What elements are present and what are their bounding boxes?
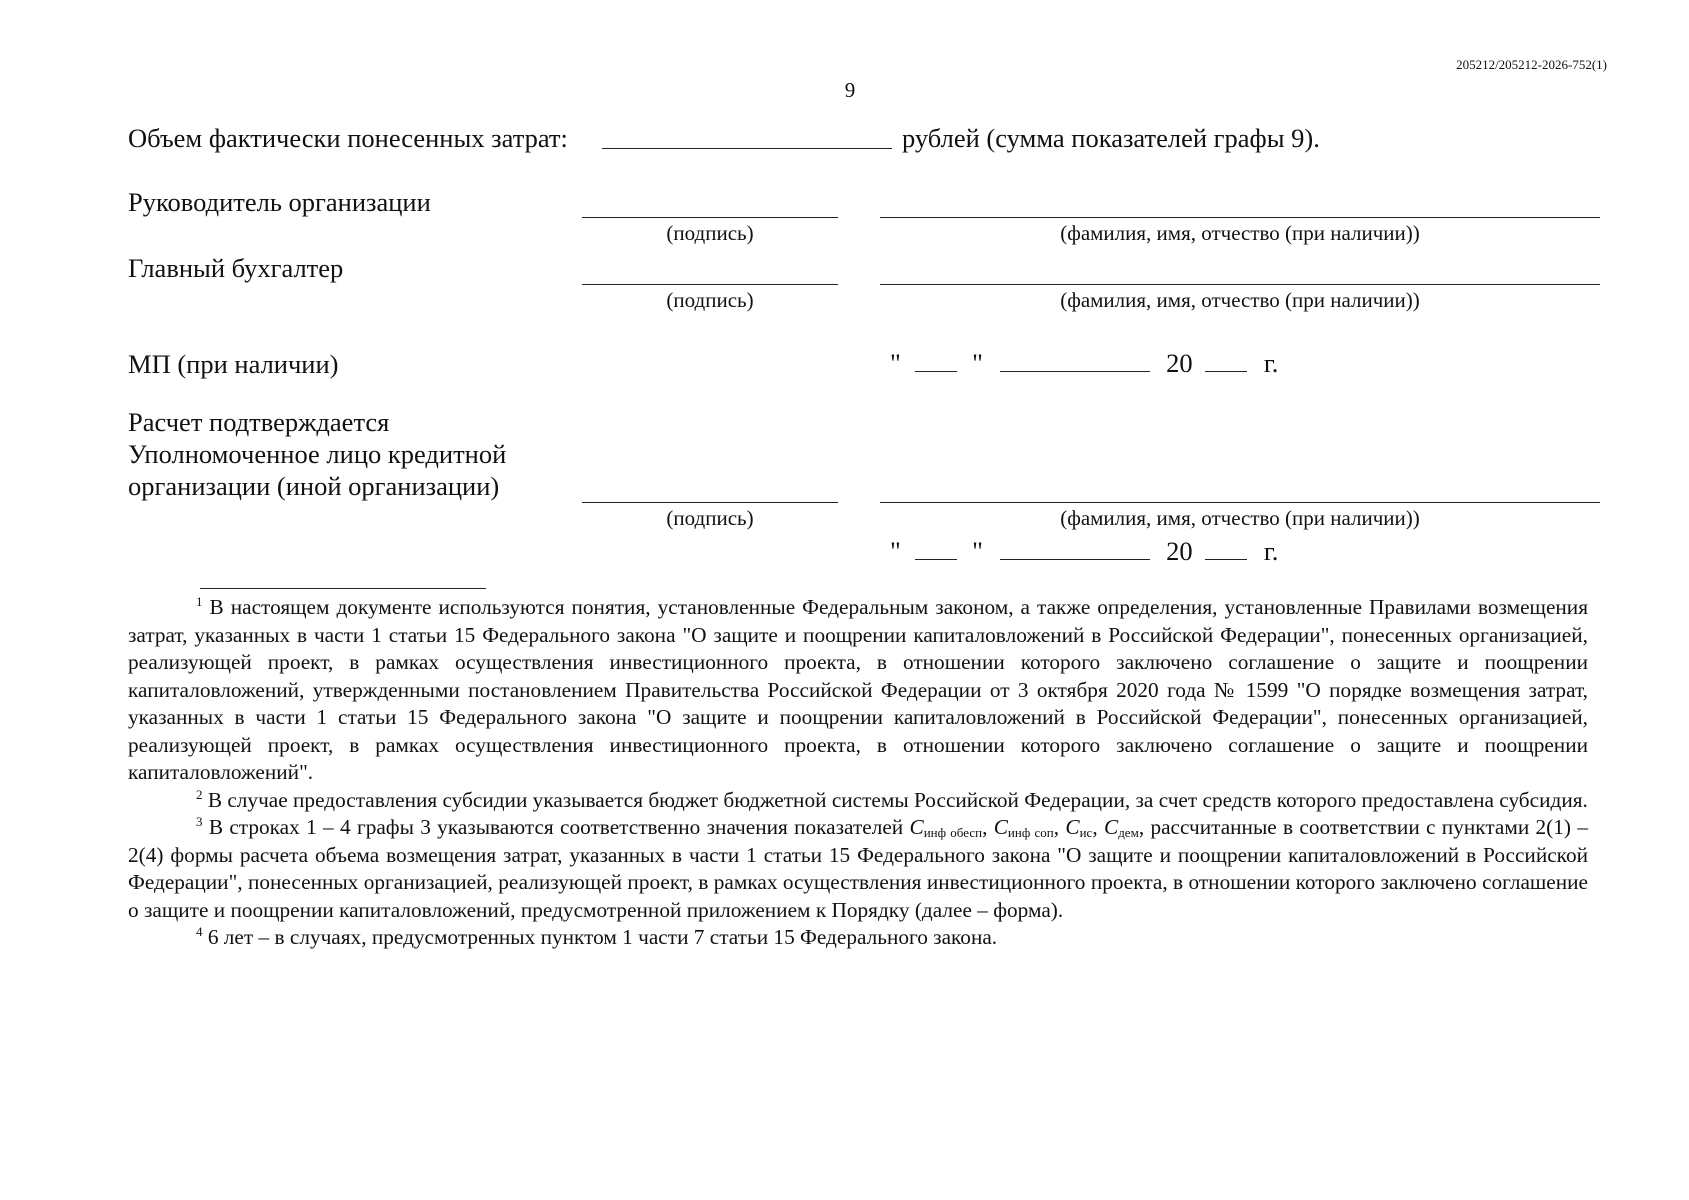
indicator-sub-4: дем <box>1118 825 1139 840</box>
date-year-suffix: г. <box>1263 536 1279 566</box>
footnote-4 <box>128 924 1588 952</box>
footnote-2 <box>128 787 1588 815</box>
date-quote-close: " <box>972 348 983 378</box>
indicator-c: C <box>909 815 924 839</box>
date-month-blank[interactable] <box>1000 559 1150 560</box>
confirm-line-1: Расчет подтверждается <box>128 407 390 437</box>
indicator-sub-1: инф обесп <box>923 825 983 840</box>
date-year-prefix: 20 <box>1166 536 1193 566</box>
footnote-2-text: В случае предоставления субсидии указывается бюджет бюджетной системы Российской Федерации, за счет средств которого предоставлена субсидия. <box>207 787 1588 812</box>
costs-label: Объем фактически понесенных затрат: <box>128 123 568 153</box>
bank-signature-caption: (подпись) <box>666 506 754 530</box>
accountant-name-caption: (фамилия, имя, отчество (при наличии)) <box>1060 288 1420 312</box>
head-signature-line[interactable] <box>582 217 838 218</box>
confirm-line-2: Уполномоченное лицо кредитной <box>128 439 507 469</box>
footnote-4-mark: 4 <box>196 924 203 939</box>
footnote-1 <box>128 594 1588 787</box>
accountant-label: Главный бухгалтер <box>128 253 344 283</box>
footnote-3-start: В строках 1 – 4 графы 3 указываются соответственно значения показателей <box>208 815 904 839</box>
head-name-caption: (фамилия, имя, отчество (при наличии)) <box>1060 221 1420 245</box>
document-id: 205212/205212-2026-752(1) <box>1456 57 1607 72</box>
date-quote-close: " <box>972 536 983 566</box>
date-field-2 <box>890 536 1278 567</box>
footnote-1-text: В настоящем документе используются понятия, установленные Федеральным законом, а также определения, установленные Правилами возмещения затрат, указанных в части 1 статьи 15 Федерального закона "О защите и поощрении капиталовложений в Российской Федерации", понесенных организацией, реализующей проект, в рамках осуществления инвестиционного проекта, в отношении которого заключено соглашение о защите и поощрении капиталовложений, утвержденными постановлением Правительства Российской Федерации от 3 октября 2020 года № 1599 "О порядке возмещения затрат, указанных в части 1 статьи 15 Федерального закона "О защите и поощрении капиталовложений в Российской Федерации", понесенных организацией, реализующей проект, в рамках осуществления инвестиционного проекта, в отношении которого заключено соглашение о защите и поощрении капиталовложений". <box>128 595 1588 784</box>
footnote-3-end: рассчитанные в соответствии с пунктами 2(1) – 2(4) формы расчета объема возмещения затрат, указанных в части 1 статьи 15 Федерального закона "О защите и поощрении капиталовложений в Российской Федерации", понесенных организацией, реализующей проект, в рамках осуществления инвестиционного проекта, в отношении которого заключено соглашение о защите и поощрении капиталовложений, предусмотренной приложением к Порядку (далее – форма). <box>128 815 1588 922</box>
seal-label: МП (при наличии) <box>128 349 339 379</box>
date-year-blank[interactable] <box>1205 371 1247 372</box>
accountant-name-line[interactable] <box>880 284 1600 285</box>
footnotes <box>128 594 1588 952</box>
date-month-blank[interactable] <box>1000 371 1150 372</box>
costs-suffix: рублей (сумма показателей графы 9). <box>902 123 1320 153</box>
bank-signature-line[interactable] <box>582 502 838 503</box>
date-quote-open: " <box>890 536 901 566</box>
bank-name-caption: (фамилия, имя, отчество (при наличии)) <box>1060 506 1420 530</box>
bank-name-line[interactable] <box>880 502 1600 503</box>
indicator-c: C <box>1065 815 1080 839</box>
head-signature-caption: (подпись) <box>666 221 754 245</box>
date-quote-open: " <box>890 348 901 378</box>
date-field-1 <box>890 348 1278 379</box>
accountant-signature-caption: (подпись) <box>666 288 754 312</box>
indicator-sub-3: ис <box>1079 825 1093 840</box>
footnote-3-mark: 3 <box>196 814 203 829</box>
date-year-prefix: 20 <box>1166 348 1193 378</box>
date-day-blank[interactable] <box>915 371 957 372</box>
confirm-line-3: организации (иной организации) <box>128 471 500 501</box>
head-name-line[interactable] <box>880 217 1600 218</box>
date-year-suffix: г. <box>1263 348 1279 378</box>
page-number: 9 <box>844 78 856 102</box>
indicator-sub-2: инф соп <box>1007 825 1054 840</box>
indicator-c: C <box>1103 815 1119 839</box>
footnote-3: $^3$ В строках 1 – 4 графы 3 указываются соответственно значения показателей $C_{инф обесп}$, $C_{инф соп}$, $C_{ис}$, $C_{дем}$, рассчитанные в соответствии с пунктами 2(1) – 2(4) формы расчета объема возмещения затрат, указанных в части 1 статьи 15 Федерального закона "О защите и поощрении капиталовложений в Российской Федерации", понесенных организацией, реализующей проект, в рамках осуществления инвестиционного проекта, в отношении которого заключено соглашение о защите и поощрении капиталовложений, предусмотренной приложением к Порядку (далее – форма). <box>128 814 1588 922</box>
head-label: Руководитель организации <box>128 187 431 217</box>
costs-amount-blank[interactable] <box>602 148 892 149</box>
date-year-blank[interactable] <box>1205 559 1247 560</box>
footnote-separator <box>200 588 486 589</box>
date-day-blank[interactable] <box>915 559 957 560</box>
accountant-signature-line[interactable] <box>582 284 838 285</box>
footnote-2-mark: 2 <box>196 786 203 802</box>
indicator-c: C <box>993 815 1008 839</box>
footnote-1-mark: 1 <box>196 594 203 609</box>
footnote-4-text: 6 лет – в случаях, предусмотренных пунктом 1 части 7 статьи 15 Федерального закона. <box>207 925 998 949</box>
